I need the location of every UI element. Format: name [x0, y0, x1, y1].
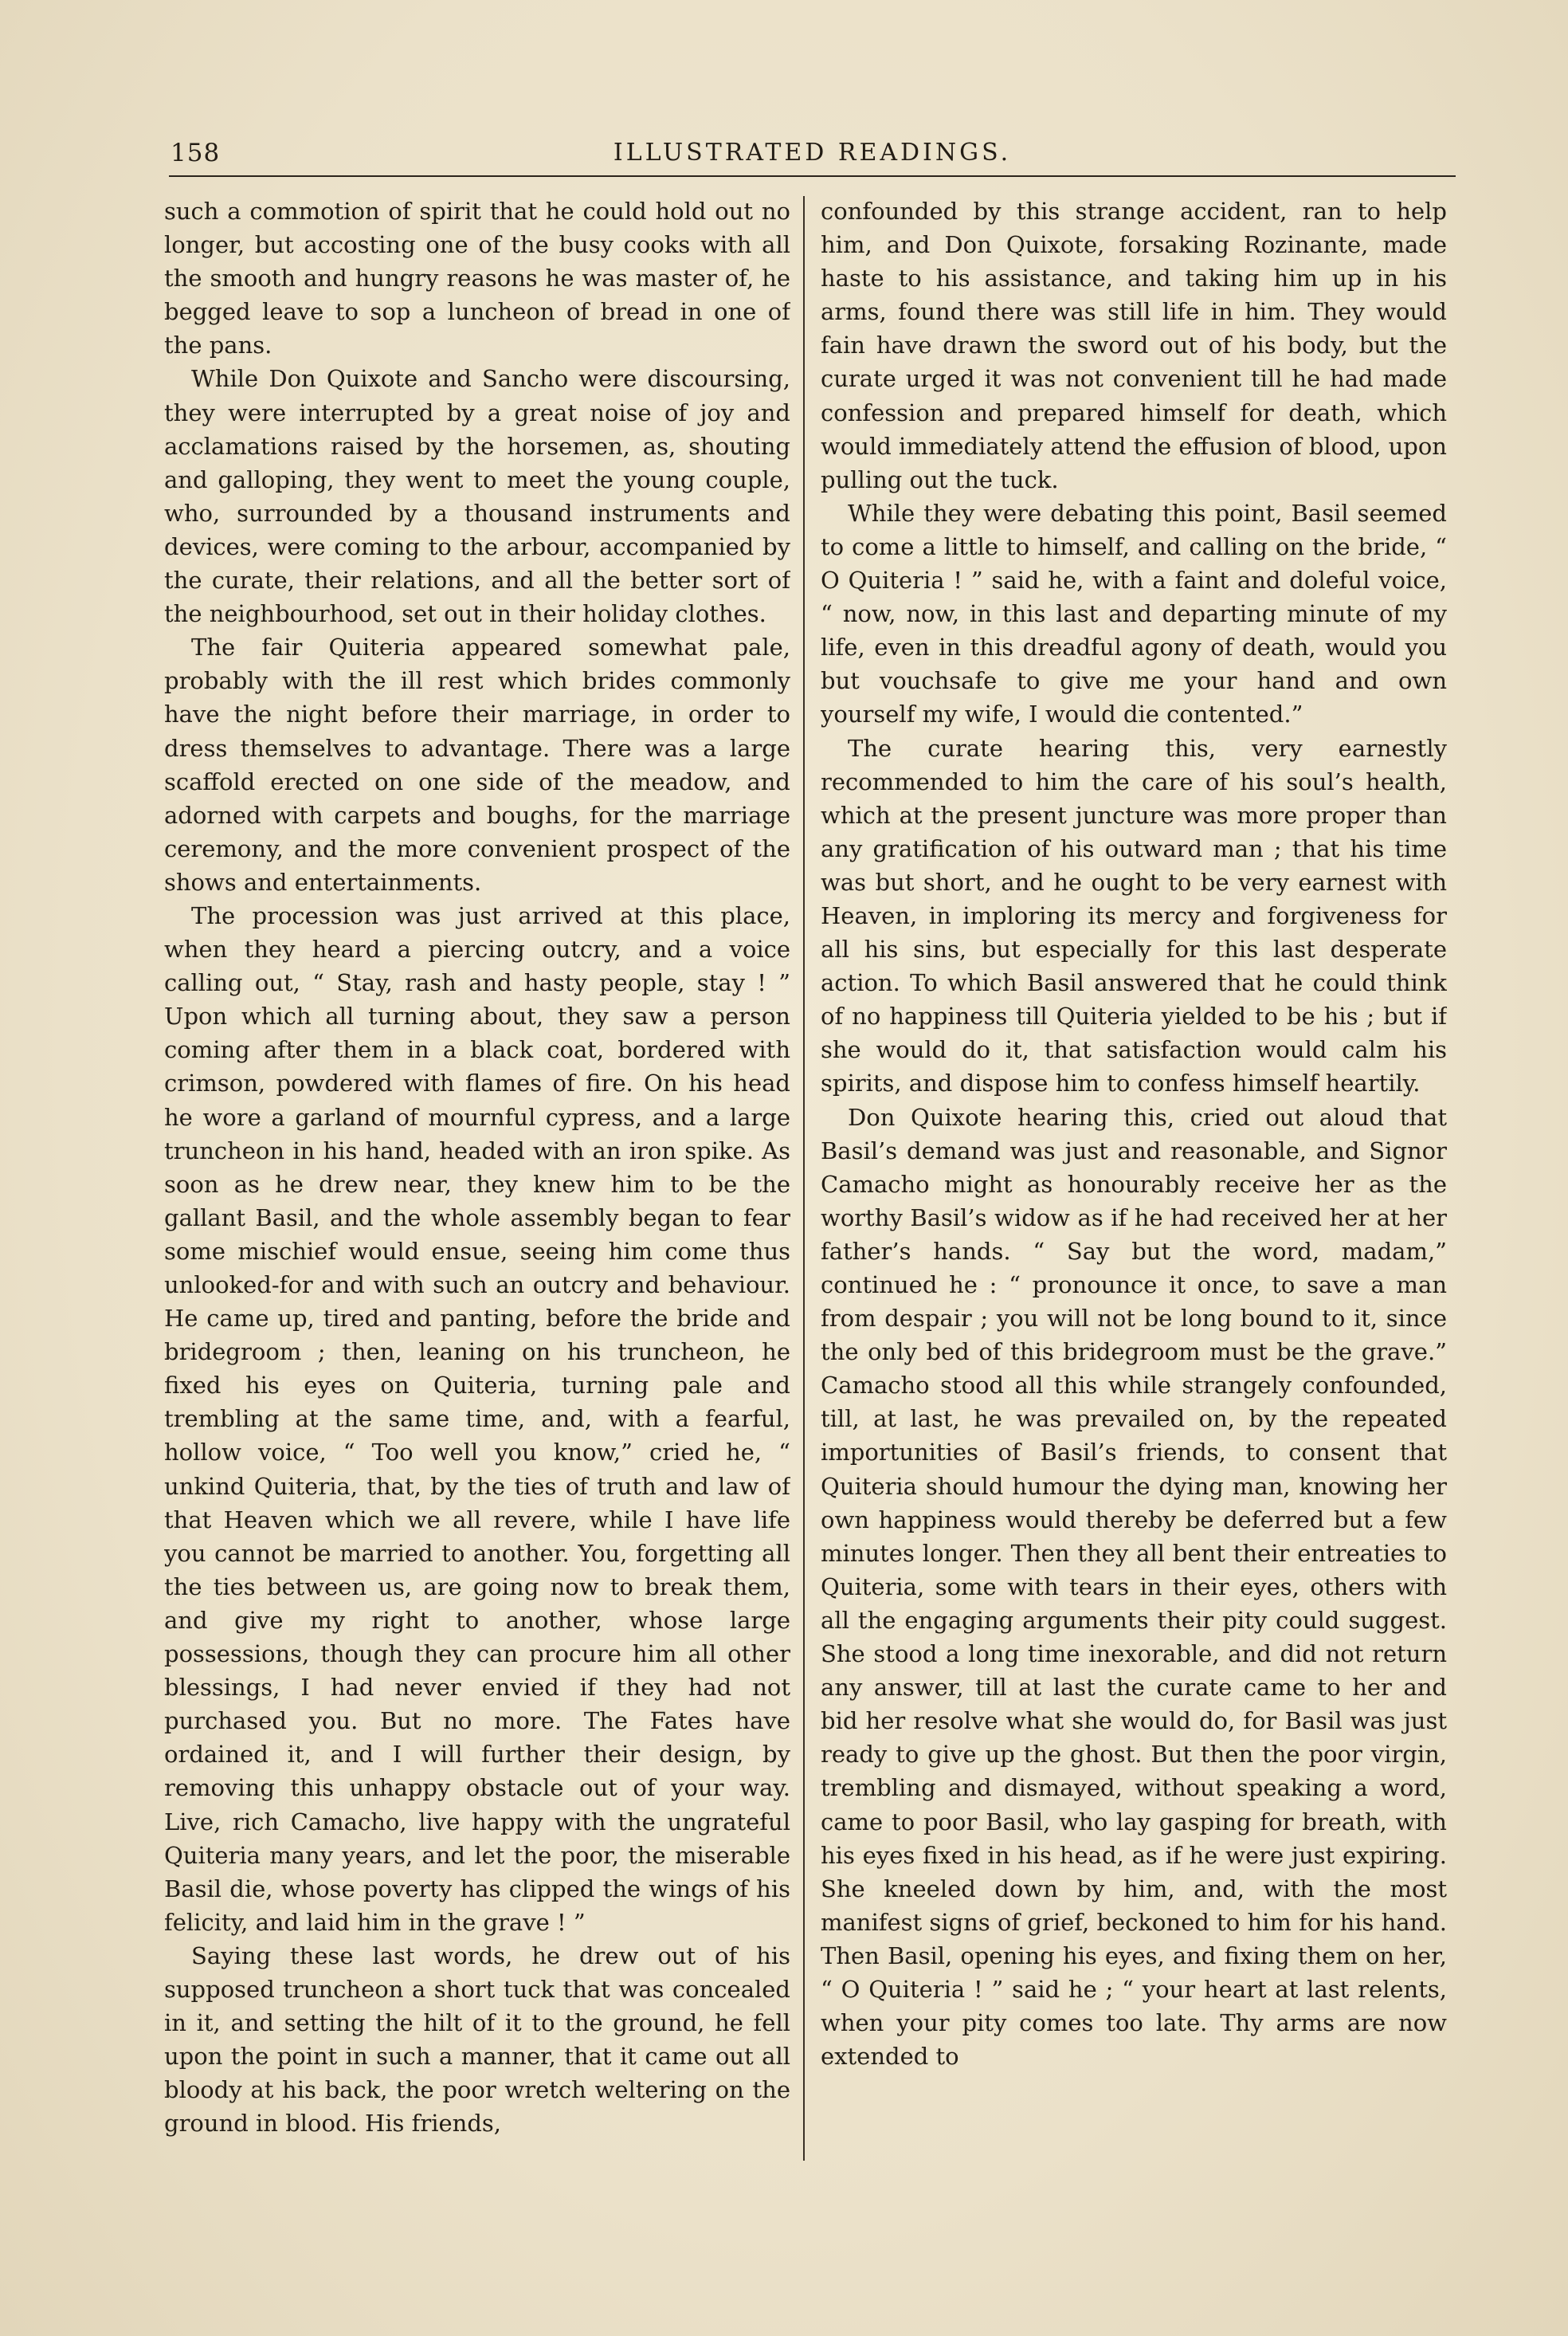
- paragraph: The fair Quiteria appeared somewhat pale, probably with the ill rest which brides commonly have the night before their marriage, in order to dress themselves to advantage. There was a large scaffold erected on one side of the meadow, and adorned with carpets and boughs, for the marriage ceremony, and the more convenient prospect of the shows and entertainments.: [164, 634, 790, 896]
- running-title: ILLUSTRATED READINGS.: [613, 139, 1012, 167]
- paragraph: Saying these last words, he drew out of his supposed truncheon a short tuck that was concealed in it, and setting the hilt of it to the ground, he fell upon the point in such a manner, that it came out all bloody at his back, the poor wretch weltering on the ground in blood. His friends,: [164, 1941, 790, 2138]
- paragraph: While they were debating this point, Basil seemed to come a little to himself, and calling on the bride, “ O Quiteria ! ” said he, with a faint and doleful voice, “ now, now, in this last and departing minute of my life, even in this dreadful agony of death, would you but vouchsafe to give me your hand and own yourself my wife, I would die contented.”: [821, 499, 1447, 728]
- paragraph: Don Quixote hearing this, cried out aloud that Basil’s demand was just and reasonable, and Signor Camacho might as honourably receive her as the worthy Basil’s widow as if he had received her at her father’s hands. “ Say but the word, madam,” continued he : “ pronounce it once, to save a man from despair ; you will not be long bound to it, since the only bed of this bridegroom must be the grave.” Camacho stood all this while strangely confounded, till, at last, he was prevailed on, by the repeated importunities of Basil’s friends, to consent that Quiteria should humour the dying man, knowing her own happiness would thereby be deferred but a few minutes longer. Then they all bent their entreaties to Quiteria, some with tears in their eyes, others with all the engaging arguments their pity could suggest. She stood a long time inexorable, and did not return any answer, till at last the curate came to her and bid her resolve what she would do, for Basil was just ready to give up the ghost. But then the poor virgin, trembling and dismayed, without speaking a word, came to poor Basil, who lay gasping for breath, with his eyes fixed in his head, as if he were just expiring. She kneeled down by him, and, with the most manifest signs of grief, beckoned to him for his hand. Then Basil, opening his eyes, and fixing them on her, “ O Quiteria ! ” said he ; “ your heart at last relents, when your pity comes too late. Thy arms are now extended to: [821, 1103, 1447, 2071]
- right-text-column: [821, 194, 1447, 2155]
- paragraph: The curate hearing this, very earnestly recommended to him the care of his soul’s health, which at the present juncture was more proper than any gratification of his outward man ; that his time was but short, and he ought to be very earnest with Heaven, in imploring its mercy and forgiveness for all his sins, but especially for this last desperate action. To which Basil answered that he could think of no happiness till Quiteria yielded to be his ; but if she would do it, that satisfaction would calm his spirits, and dispose him to confess himself heartily.: [821, 734, 1447, 1097]
- column-divider: [803, 196, 805, 2161]
- paragraph: While Don Quixote and Sancho were discoursing, they were interrupted by a great noise of joy and acclamations raised by the horsemen, as, shouting and galloping, they went to meet the young couple, who, surrounded by a thousand instruments and devices, were coming to the arbour, accompanied by the curate, their relations, and all the better sort of the neighbourhood, set out in their holiday clothes.: [164, 365, 790, 628]
- running-header: [169, 135, 1456, 177]
- paragraph: confounded by this strange accident, ran to help him, and Don Quixote, forsaking Rozinante, made haste to his assistance, and taking him up in his arms, found there was still life in him. They would fain have drawn the sword out of his body, but the curate urged it was not convenient till he had made confession and prepared himself for death, which would immediately attend the effusion of blood, upon pulling out the tuck.: [821, 198, 1447, 493]
- paragraph: The procession was just arrived at this place, when they heard a piercing outcry, and a voice calling out, “ Stay, rash and hasty people, stay ! ” Upon which all turning about, they saw a person coming after them in a black coat, bordered with crimson, powdered with flames of fire. On his head he wore a garland of mournful cypress, and a large truncheon in his hand, headed with an iron spike. As soon as he drew near, they knew him to be the gallant Basil, and the whole assembly began to fear some mischief would ensue, seeing him come thus unlooked-for and with such an outcry and behaviour. He came up, tired and panting, before the bride and bridegroom ; then, leaning on his truncheon, he fixed his eyes on Quiteria, turning pale and trembling at the same time, and, with a fearful, hollow voice, “ Too well you know,” cried he, “ unkind Quiteria, that, by the ties of truth and law of that Heaven which we all revere, while I have life you cannot be married to another. You, forgetting all the ties between us, are going now to break them, and give my right to another, whose large possessions, though they can procure him all other blessings, I had never envied if they had not purchased you. But no more. The Fates have ordained it, and I will further their design, by removing this unhappy obstacle out of your way. Live, rich Camacho, live happy with the ungrateful Quiteria many years, and let the poor, the miserable Basil die, whose poverty has clipped the wings of his felicity, and laid him in the grave ! ”: [164, 901, 790, 1936]
- left-text-column: [164, 194, 790, 2155]
- paragraph: such a commotion of spirit that he could hold out no longer, but accosting one of the busy cooks with all the smooth and hungry reasons he was master of, he begged leave to sop a luncheon of bread in one of the pans.: [164, 198, 790, 359]
- page-number: 158: [171, 139, 221, 167]
